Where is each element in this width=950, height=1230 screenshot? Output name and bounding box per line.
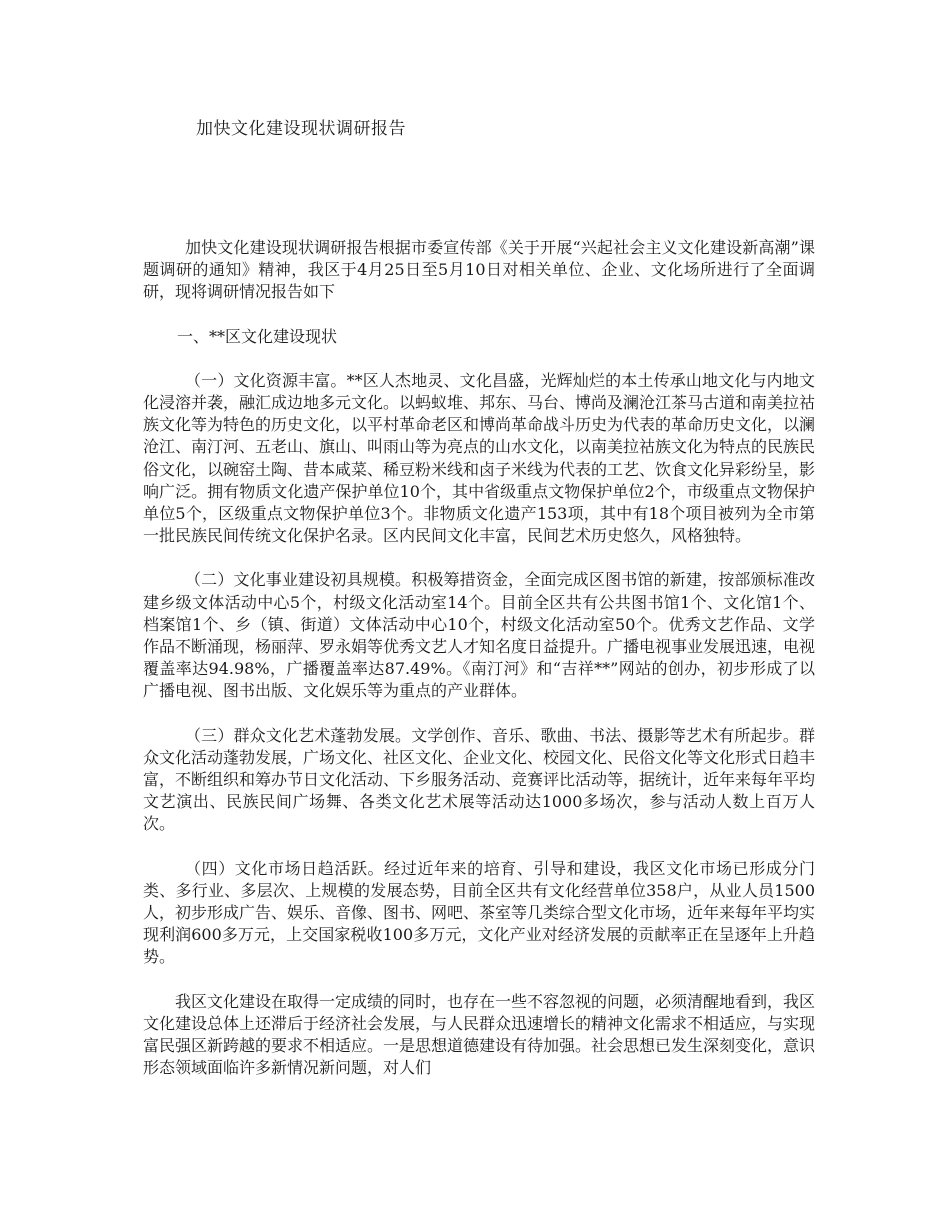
section-heading: 一、**区文化建设现状: [177, 326, 338, 346]
mass-culture-paragraph: （三）群众文化艺术蓬勃发展。文学创作、音乐、歌曲、书法、摄影等艺术有所起步。群众文化活动蓬勃发展，广场文化、社区文化、企业文化、校园文化、民俗文化等文化形式日趋丰富，不断组织和筹办节日文化活动、下乡服务活动、竞赛评比活动等，据统计，近年来每年平均文艺演出、民族民间广场舞、各类文化艺术展等活动达1000多场次，参与活动人数上百万人次。: [143, 725, 816, 834]
cultural-market-paragraph: （四）文化市场日趋活跃。经过近年来的培育、引导和建设，我区文化市场已形成分门类、多行业、多层次、上规模的发展态势，目前全区共有文化经营单位358户，从业人员1500人，初步形成广告、娱乐、音像、图书、网吧、茶室等几类综合型文化市场，近年来每年平均实现利润600多万元，上交国家税收100多万元，文化产业对经济发展的贡献率正在呈逐年上升趋势。: [143, 858, 816, 967]
cultural-resources-paragraph: （一）文化资源丰富。**区人杰地灵、文化昌盛，光辉灿烂的本土传承山地文化与内地文化浸溶并袭，融汇成边地多元文化。以蚂蚁堆、邦东、马台、博尚及澜沧江茶马古道和南美拉祜族文化等为特色的历史文化，以平村革命老区和博尚革命战斗历史为代表的革命历史文化，以澜沧江、南汀河、五老山、旗山、叫雨山等为亮点的山水文化，以南美拉祜族文化为特点的民族民俗文化，以碗窑土陶、昔本咸菜、稀豆粉米线和卤子米线为代表的工艺、饮食文化异彩纷呈，影响广泛。拥有物质文化遗产保护单位10个，其中省级重点文物保护单位2个，市级重点文物保护单位5个，区级重点文物保护单位3个。非物质文化遗产153项，其中有18个项目被列为全市第一批民族民间传统文化保护名录。区内民间文化丰富，民间艺术历史悠久，风格独特。: [143, 370, 816, 546]
document-body: [143, 237, 815, 1102]
problems-paragraph: 我区文化建设在取得一定成绩的同时，也存在一些不容忽视的问题，必须清醒地看到，我区文化建设总体上还滞后于经济社会发展，与人民群众迅速增长的精神文化需求不相适应，与实现富民强区新跨越的要求不相适应。一是思想道德建设有待加强。社会思想已发生深刻变化，意识形态领域面临许多新情况新问题，对人们: [143, 991, 816, 1078]
cultural-undertakings-paragraph: （二）文化事业建设初具规模。积极筹措资金，全面完成区图书馆的新建，按部颁标准改建乡级文体活动中心5个，村级文化活动室14个。目前全区共有公共图书馆1个、文化馆1个、档案馆1个、乡（镇、街道）文体活动中心10个，村级文化活动室50个。优秀文艺作品、文学作品不断涌现，杨丽萍、罗永娟等优秀文艺人才知名度日益提升。广播电视事业发展迅速，电视覆盖率达94.98%，广播覆盖率达87.49%。《南汀河》和“吉祥**”网站的创办，初步形成了以广播电视、图书出版、文化娱乐等为重点的产业群体。: [143, 570, 816, 701]
document-title: 加快文化建设现状调研报告: [196, 119, 406, 139]
intro-paragraph: 加快文化建设现状调研报告根据市委宣传部《关于开展“兴起社会主义文化建设新高潮”课题调研的通知》精神，我区于4月25日至5月10日对相关单位、企业、文化场所进行了全面调研，现将调研情况报告如下: [143, 238, 815, 302]
